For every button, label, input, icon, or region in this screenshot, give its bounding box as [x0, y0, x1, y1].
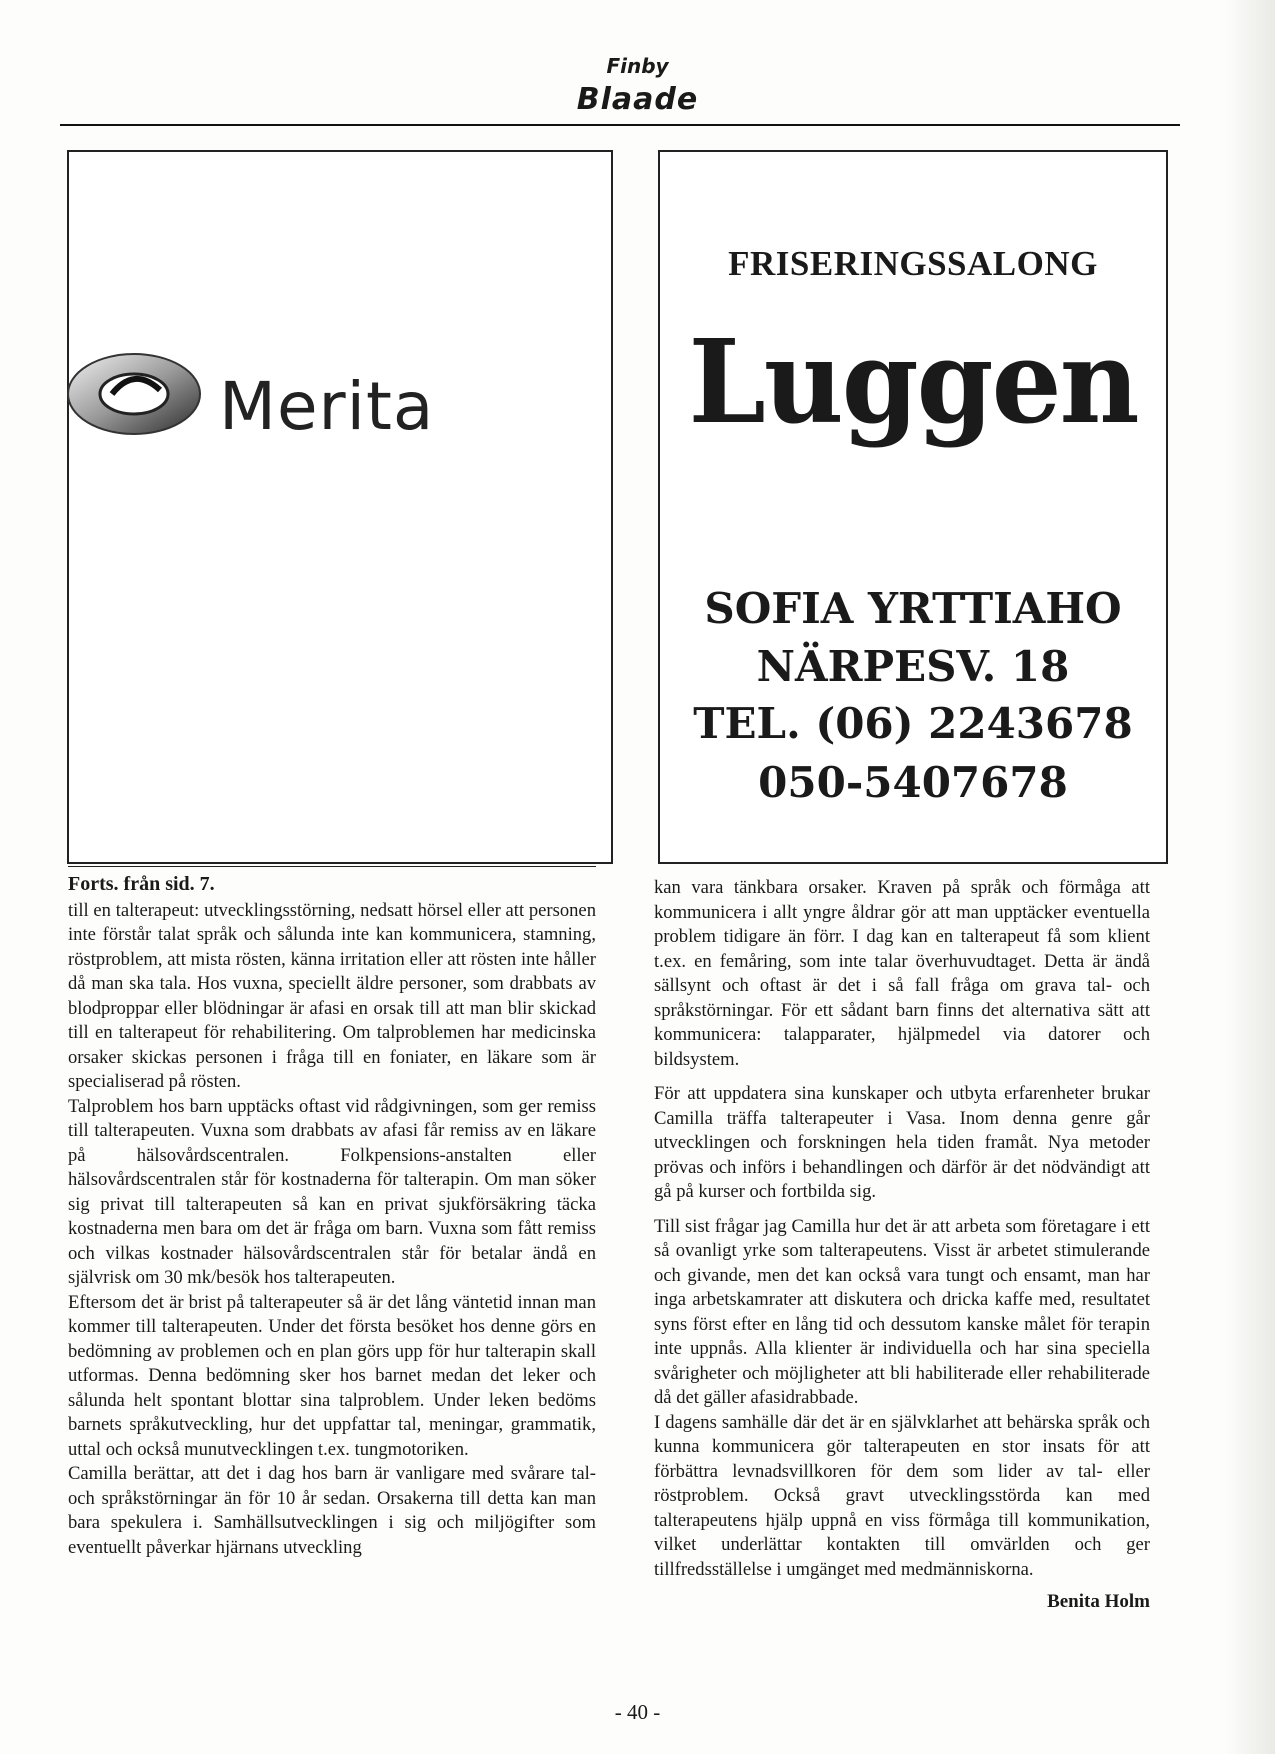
article-paragraph: Till sist frågar jag Camilla hur det är att arbeta som företagare i ett så ovanligt yrke som talterapeutens. Visst är arbetet stimulerande och givande, men det kan också vara tungt och ensamt, man har inga arbetskamrater att diskutera och dricka kaffe med, resultatet syns först efter en lång tid och dessutom kanske målet för terapin inte uppnås. Alla klienter är individuella och har sina speciella svårigheter och möjligheter att bli habiliterade eller rehabiliterade då det gäller afasidrabbade. — [654, 1215, 1150, 1408]
salon-mobile: 050-5407678 — [758, 758, 1068, 807]
author-signature: Benita Holm — [1047, 1591, 1150, 1612]
article-paragraph: kan vara tänkbara orsaker. Kraven på språk och förmåga att kommunicera i allt yngre åldrar gör att man upptäcker eventuella problem tidigare än förr. I dag kan en talterapeut få som klient t.ex. en femåring, som inte talar överhuvudtaget. Detta är ändå sällsynt och oftast är det i så fall fråga om grava tal- och språkstörningar. För ett sådant barn finns det alternativa sätt att kommunicera: talapparater, hjälpmedel via datorer och bildsystem. — [654, 877, 1150, 1070]
header-rule — [60, 124, 1180, 126]
article-column-left — [68, 872, 596, 1560]
masthead-top: Finby — [606, 54, 669, 78]
salon-type: FRISERINGSSALONG — [728, 244, 1098, 283]
page-edge — [1225, 0, 1275, 1754]
salon-owner: SOFIA YRTTIAHO — [704, 584, 1122, 633]
article-paragraph: till en talterapeut: utvecklingsstörning, nedsatt hörsel eller att personen inte förstår talat språk och sålunda inte kan kommunicera, stamning, röstproblem, att mista rösten, känna irritation eller att rösten inte håller då man ska tala. Hos vuxna, speciellt äldre personer, som drabbats av blodproppar eller blödningar är afasi en orsak till att man blir skickad till en talterapeut för rehabilitering. Om talproblemen har medicinska orsaker skickas personen i fråga till en foniater, en läkare som är specialiserad på rösten. — [68, 899, 596, 1092]
salon-name: Luggen — [688, 313, 1138, 450]
page-number: - 40 - — [614, 1700, 661, 1724]
article-column-right — [654, 876, 1150, 1615]
article-paragraph: Camilla berättar, att det i dag hos barn är vanligare med svårare tal- och språkstörningar än för 10 år sedan. Orsakerna till detta kan man bara spekulera i. Samhällsutvecklingen i sig och miljögifter som eventuellt påverkar hjärnans utveckling — [68, 1463, 596, 1558]
article-paragraph: För att uppdatera sina kunskaper och utbyta erfarenheter brukar Camilla träffa talterapeuter i Vasa. Inom denna genre går utvecklingen och forskningen hela tiden framåt. Nya metoder prövas och införs i behandlingen och därför är det nödvändigt att gå på kurser och fortbilda sig. — [654, 1083, 1150, 1202]
salon-address: NÄRPESV. 18 — [756, 642, 1070, 691]
article-paragraph: I dagens samhälle där det är en självklarhet att behärska språk och kunna kommunicera gör talterapeuten en stor insats för att förbättra levnadsvillkoren för dem som lider av tal- eller röstproblem. Också gravt utvecklingsstörda kan med talterapeutens hjälp uppnå en viss förmåga till kommunikation, vilket underlättar kontakten till omvärlden och ger tillfredsställelse i umgänget med medmänniskorna. — [654, 1411, 1150, 1580]
merita-brand-text: Merita — [219, 368, 435, 445]
salon-phone: TEL. (06) 2243678 — [693, 699, 1133, 748]
merita-advertisement — [67, 150, 613, 864]
masthead-title: Blaade — [576, 82, 699, 117]
luggen-advertisement — [658, 150, 1168, 864]
continued-note: Forts. från sid. 7. — [68, 873, 215, 895]
article-paragraph: Eftersom det är brist på talterapeuter så är det lång väntetid innan man kommer till talterapeuten. Under det första besöket hos denne görs en bedömning av problemen och en plan görs upp för hur talterapin skall utformas. Denna bedömning sker hos barnet medan det leker och sålunda helt spontant blottar sina talproblem. Under leken bedöms barnets språkutveckling, hur det uppfattar tal, meningar, grammatik, uttal och också munutvecklingen t.ex. tungmotoriken. — [68, 1291, 596, 1460]
article-paragraph: Talproblem hos barn upptäcks oftast vid rådgivningen, som ger remiss till talterapeuten. Vuxna som drabbats av afasi får remiss av en läkare på hälsovårdscentralen. Folkpensions-anstalten eller hälsovårdscentralen står för kostnaderna för talterapin. Om man söker sig privat till talterapeuten så kan en privat sjukförsäkring täcka kostnaderna men bara om det är fråga om barn. Vuxna som fått remiss och vilkas kostnader hälsovårdscentralen står för betalar ändå en självrisk om 30 mk/besök hos talterapeuten. — [68, 1095, 596, 1288]
article-rule — [68, 866, 596, 867]
